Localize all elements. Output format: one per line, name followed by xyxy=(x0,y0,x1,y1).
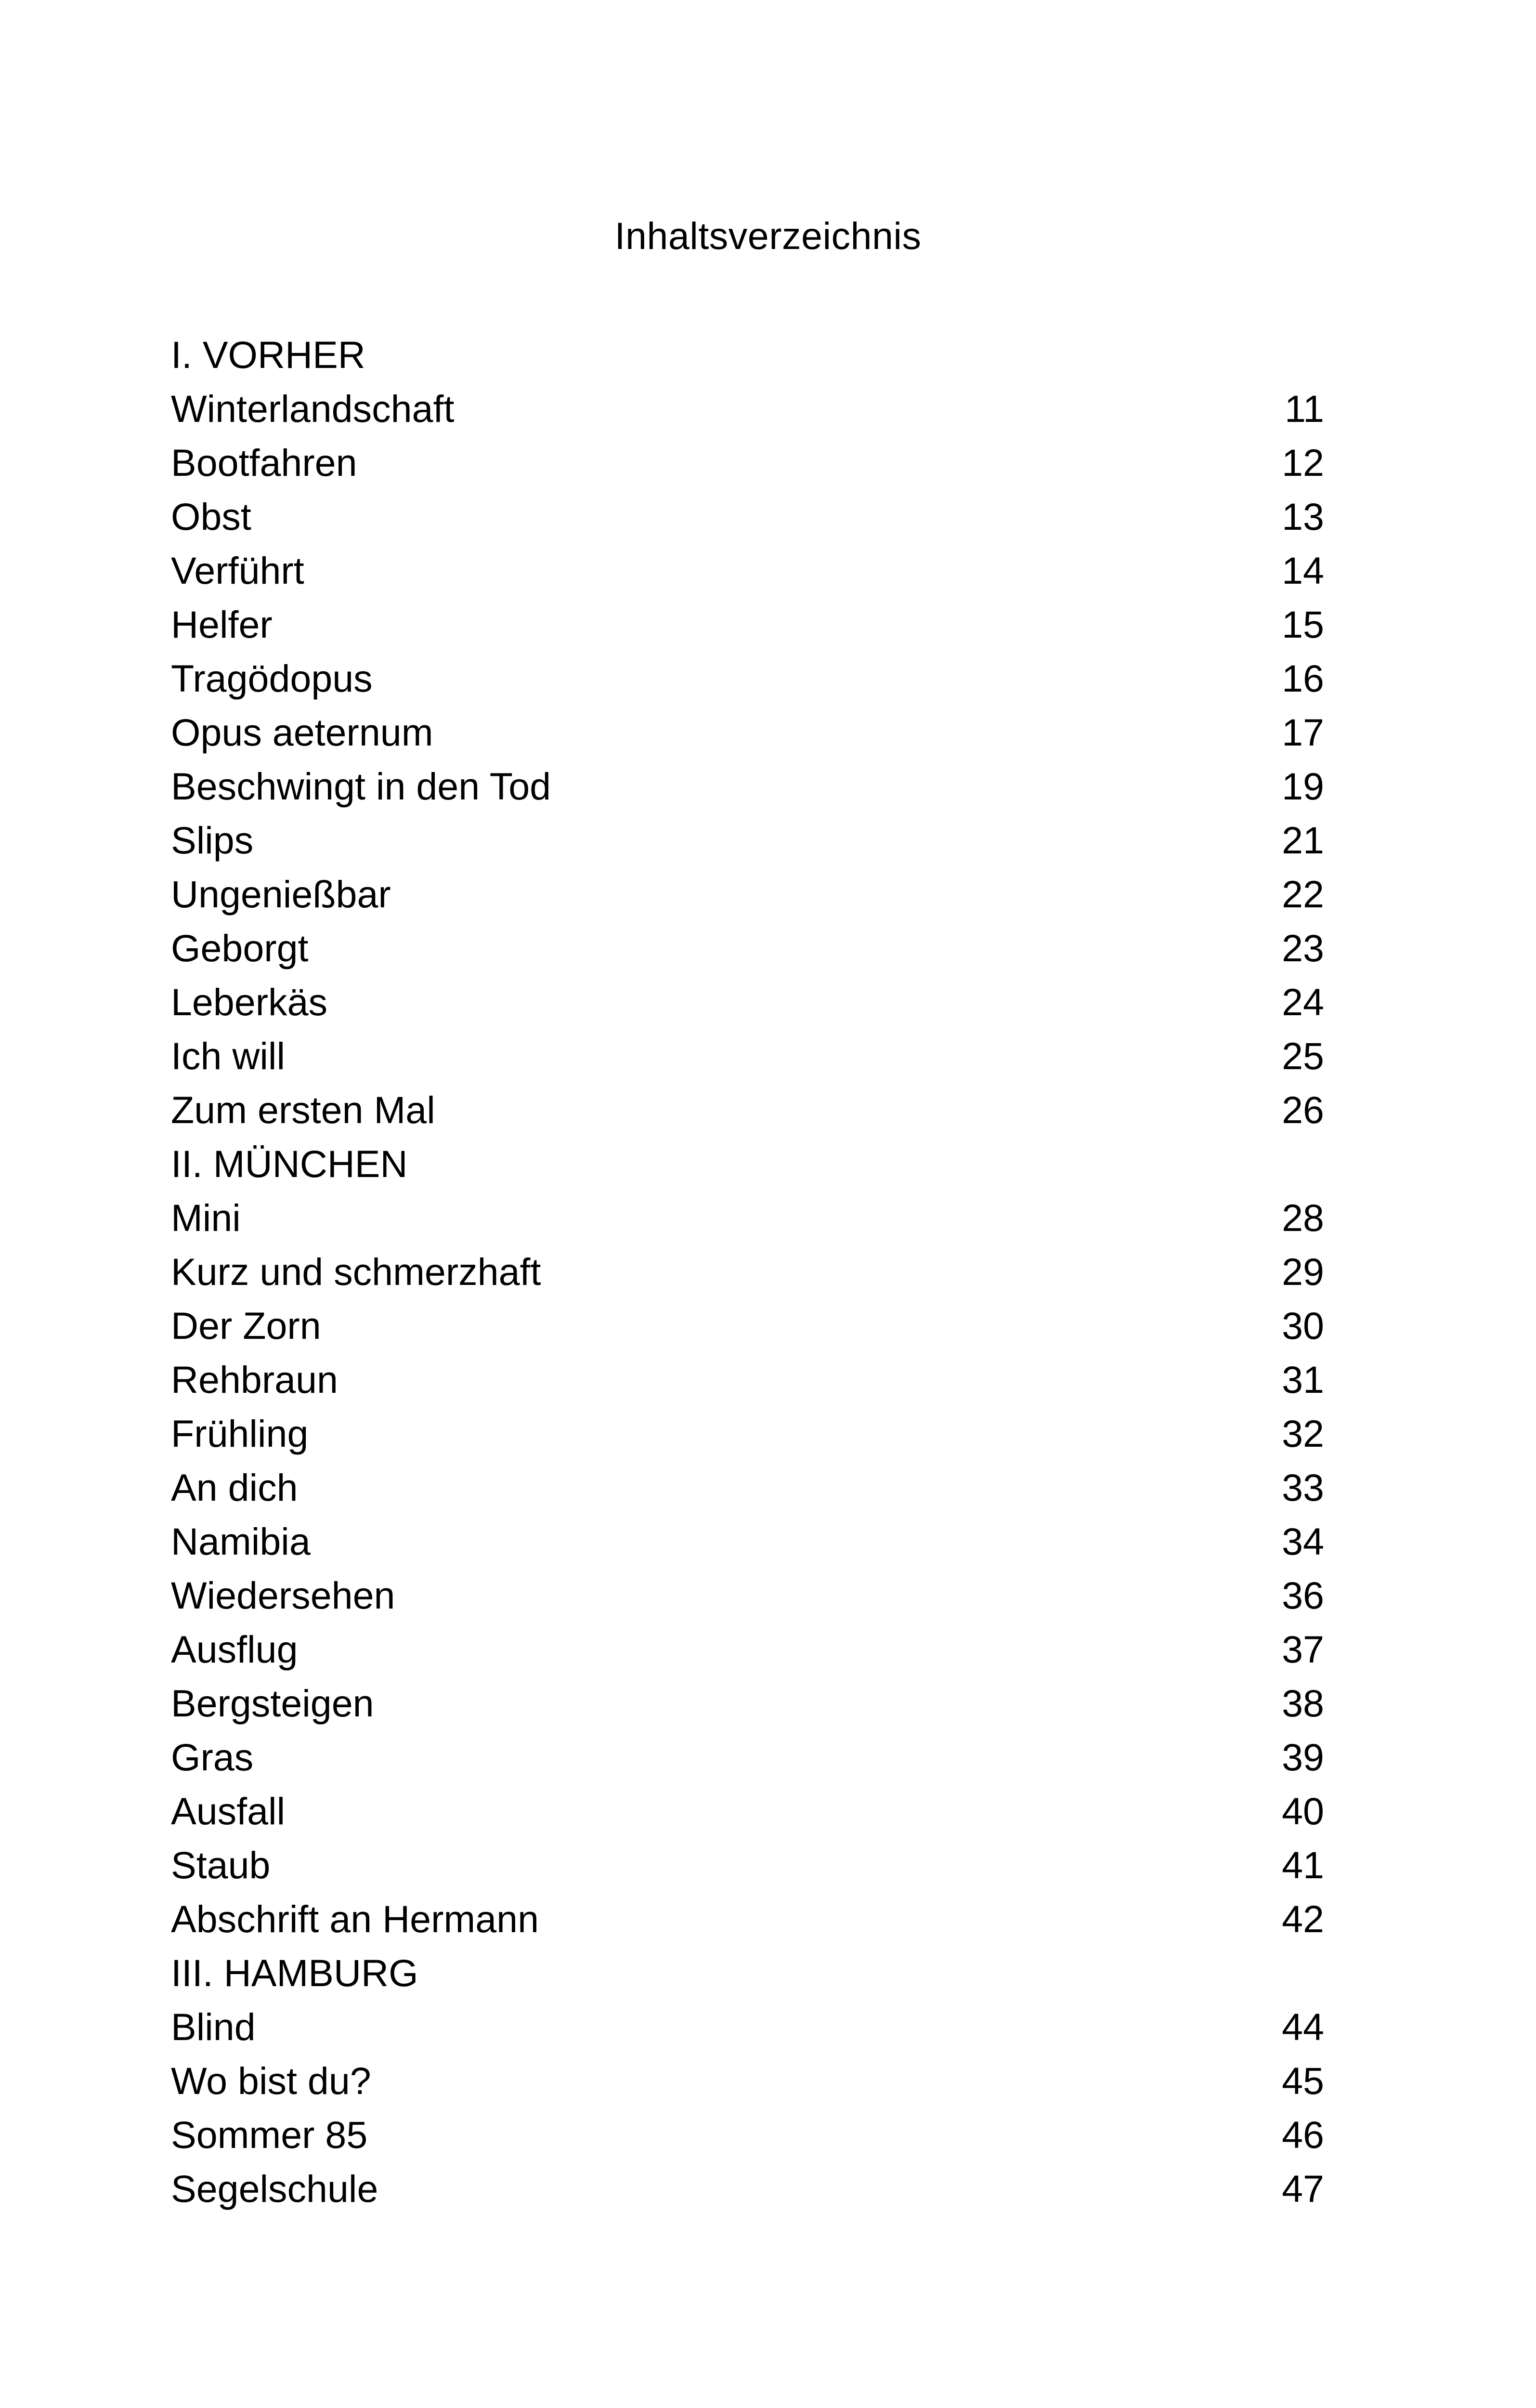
entry-title: Sommer 85 xyxy=(171,2113,368,2156)
page-number: 42 xyxy=(1282,1898,1324,1940)
toc-entry xyxy=(171,1353,1324,1407)
page-number: 11 xyxy=(1284,387,1324,430)
page-number: 26 xyxy=(1282,1088,1324,1131)
entry-title: Verführt xyxy=(171,549,304,592)
entry-title: Frühling xyxy=(171,1412,309,1455)
toc-entry xyxy=(171,1407,1324,1461)
toc-entry xyxy=(171,1784,1324,1838)
toc-entry xyxy=(171,1892,1324,1946)
page-number: 37 xyxy=(1282,1628,1324,1671)
toc-entry xyxy=(171,1083,1324,1137)
entry-title: Bootfahren xyxy=(171,441,357,484)
page-number: 39 xyxy=(1282,1736,1324,1779)
toc-entry xyxy=(171,1299,1324,1353)
page-number: 47 xyxy=(1282,2167,1324,2210)
toc-entry xyxy=(171,1029,1324,1083)
entry-title: Wiedersehen xyxy=(171,1574,395,1617)
toc-section-heading xyxy=(171,328,1324,382)
toc-entry xyxy=(171,2162,1324,2216)
toc-entry xyxy=(171,436,1324,490)
page-title: Inhaltsverzeichnis xyxy=(614,214,922,257)
toc-entry xyxy=(171,2054,1324,2108)
entry-title: Bergsteigen xyxy=(171,1682,374,1725)
section-title: II. MÜNCHEN xyxy=(171,1142,408,1185)
toc-entry xyxy=(171,813,1324,867)
page-number: 36 xyxy=(1282,1574,1324,1617)
toc-entry xyxy=(171,1245,1324,1299)
entry-title: Blind xyxy=(171,2005,256,2048)
table-of-contents xyxy=(171,328,1324,2216)
entry-title: Ich will xyxy=(171,1034,286,1077)
toc-entry xyxy=(171,759,1324,813)
entry-title: Geborgt xyxy=(171,927,309,969)
page-number: 12 xyxy=(1282,441,1324,484)
page-number: 32 xyxy=(1282,1412,1324,1455)
page-number: 14 xyxy=(1282,549,1324,592)
page-number: 19 xyxy=(1282,765,1324,808)
entry-title: Namibia xyxy=(171,1520,311,1563)
page-number: 41 xyxy=(1282,1844,1324,1886)
entry-title: Abschrift an Hermann xyxy=(171,1898,539,1940)
page-number: 24 xyxy=(1282,981,1324,1023)
entry-title: Segelschule xyxy=(171,2167,378,2210)
page-number: 29 xyxy=(1282,1250,1324,1293)
entry-title: Zum ersten Mal xyxy=(171,1088,435,1131)
entry-title: Der Zorn xyxy=(171,1304,321,1347)
page-number: 44 xyxy=(1282,2005,1324,2048)
toc-entry xyxy=(171,2108,1324,2162)
toc-entry xyxy=(171,490,1324,544)
toc-entry xyxy=(171,1676,1324,1730)
entry-title: Staub xyxy=(171,1844,271,1886)
entry-title: Opus aeternum xyxy=(171,711,433,754)
page-number: 33 xyxy=(1282,1466,1324,1509)
page-number: 25 xyxy=(1282,1034,1324,1077)
entry-title: Rehbraun xyxy=(171,1358,338,1401)
page-number: 15 xyxy=(1282,603,1324,646)
entry-title: Wo bist du? xyxy=(171,2059,371,2102)
toc-entry xyxy=(171,1623,1324,1676)
entry-title: Winterlandschaft xyxy=(171,387,455,430)
page-number: 16 xyxy=(1282,657,1324,700)
entry-title: Leberkäs xyxy=(171,981,327,1023)
toc-entry xyxy=(171,867,1324,921)
entry-title: An dich xyxy=(171,1466,298,1509)
entry-title: Helfer xyxy=(171,603,273,646)
entry-title: Kurz und schmerzhaft xyxy=(171,1250,541,1293)
toc-entry xyxy=(171,1730,1324,1784)
toc-section-heading xyxy=(171,1137,1324,1191)
entry-title: Ausflug xyxy=(171,1628,298,1671)
page-number: 17 xyxy=(1282,711,1324,754)
toc-entry xyxy=(171,1838,1324,1892)
page-number: 34 xyxy=(1282,1520,1324,1563)
toc-entry xyxy=(171,2000,1324,2054)
entry-title: Ausfall xyxy=(171,1790,286,1832)
toc-entry xyxy=(171,975,1324,1029)
section-title: I. VORHER xyxy=(171,333,365,376)
page-number: 45 xyxy=(1282,2059,1324,2102)
page-number: 40 xyxy=(1282,1790,1324,1832)
section-title: III. HAMBURG xyxy=(171,1951,418,1994)
toc-entry xyxy=(171,652,1324,706)
page-number: 23 xyxy=(1282,927,1324,969)
toc-entry xyxy=(171,1461,1324,1515)
entry-title: Beschwingt in den Tod xyxy=(171,765,551,808)
entry-title: Obst xyxy=(171,495,251,538)
page-number: 21 xyxy=(1282,819,1324,862)
page-number: 46 xyxy=(1282,2113,1324,2156)
toc-entry xyxy=(171,1569,1324,1623)
toc-entry xyxy=(171,921,1324,975)
page-number: 28 xyxy=(1282,1196,1324,1239)
toc-entry xyxy=(171,598,1324,652)
entry-title: Slips xyxy=(171,819,254,862)
page-number: 38 xyxy=(1282,1682,1324,1725)
entry-title: Tragödopus xyxy=(171,657,373,700)
page-number: 22 xyxy=(1282,873,1324,916)
toc-entry xyxy=(171,1191,1324,1245)
page-number: 13 xyxy=(1282,495,1324,538)
entry-title: Ungenießbar xyxy=(171,873,391,916)
toc-section-heading xyxy=(171,1946,1324,2000)
page-number: 31 xyxy=(1282,1358,1324,1401)
entry-title: Gras xyxy=(171,1736,254,1779)
entry-title: Mini xyxy=(171,1196,241,1239)
toc-entry xyxy=(171,544,1324,598)
toc-entry xyxy=(171,1515,1324,1569)
page-number: 30 xyxy=(1282,1304,1324,1347)
toc-entry xyxy=(171,382,1324,436)
toc-entry xyxy=(171,706,1324,759)
